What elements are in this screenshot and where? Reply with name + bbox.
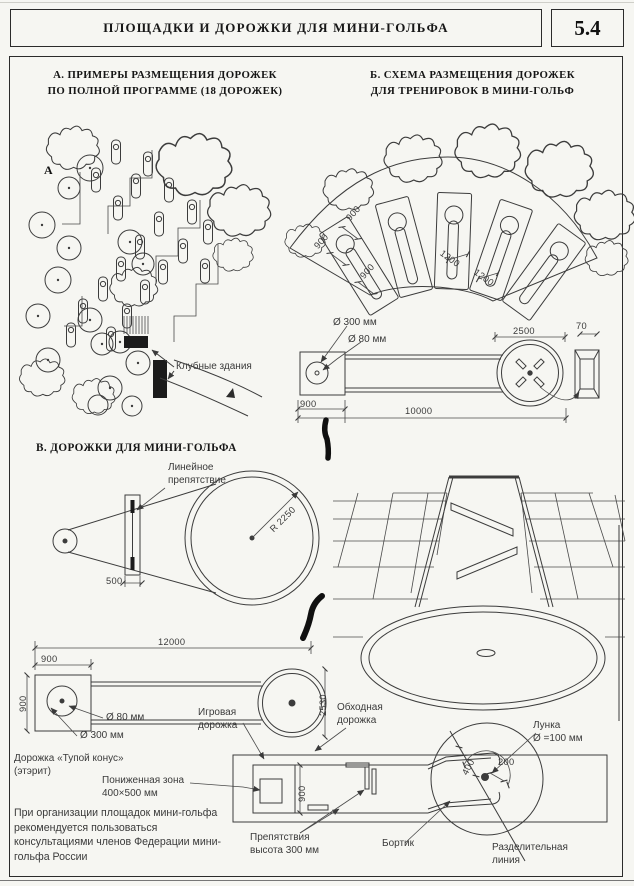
blunt-name-line1: Дорожка «Тупой конус»: [14, 753, 124, 764]
section-a-heading-line1: А. ПРИМЕРЫ РАЗМЕЩЕНИЯ ДОРОЖЕК: [53, 69, 277, 81]
section-number-box: [551, 9, 624, 47]
dim-r2250: R 2250: [268, 504, 298, 535]
cone-body: [53, 471, 319, 605]
obstacles-label: [250, 832, 319, 857]
fan-diagram-drawing: [262, 106, 624, 318]
green-circle: [431, 723, 543, 861]
play-lane-line2: дорожка: [198, 719, 238, 731]
dim-900-lane: 900: [297, 785, 307, 802]
bypass-dimensions: [300, 747, 504, 813]
fan-dim-900-2: 900: [312, 231, 331, 251]
linear-obstacle-label-line1: Линейное: [168, 462, 214, 473]
trees: [26, 155, 154, 416]
obstacles-line2: высота 300 мм: [250, 844, 319, 856]
linear-obstacle-label-line2: препятствие: [168, 474, 226, 486]
dim-10000: 10000: [405, 406, 433, 416]
lowered-zone-label: [102, 775, 184, 800]
kerb-label: Бортик: [382, 838, 415, 849]
lowered-zone-line2: 400×500 мм: [102, 787, 158, 799]
linear-obstacle-label: [168, 462, 226, 487]
dim-200: 200: [498, 757, 515, 767]
dim-900-top: 900: [41, 654, 58, 664]
linear-obstacle: [125, 488, 165, 575]
lane-dimensions: [298, 332, 597, 423]
dim-500: 500: [106, 576, 123, 586]
play-lane-line1: Игровая: [198, 707, 237, 718]
lane-3d: [361, 477, 605, 710]
divider-label: [492, 842, 568, 867]
section-b-heading-line2: ДЛЯ ТРЕНИРОВОК В МИНИ-ГОЛЬФ: [370, 85, 575, 98]
blunt-hole-dia-label: Ø 80 мм: [106, 712, 145, 723]
divider-line1: Разделительная: [492, 842, 568, 853]
page-title: ПЛОЩАДКИ И ДОРОЖКИ ДЛЯ МИНИ-ГОЛЬФА: [103, 20, 449, 35]
section-number: 5.4: [574, 15, 601, 40]
club-buildings-label: Клубные здания: [176, 361, 252, 372]
fan-outline: [290, 157, 597, 301]
plan-letter: А: [44, 163, 53, 177]
cone-dimensions: [123, 576, 142, 587]
section-v-heading: В. ДОРОЖКИ ДЛЯ МИНИ-ГОЛЬФА: [36, 442, 237, 454]
hole-label-line1: Лунка: [533, 720, 561, 731]
dim-2530: 2530: [318, 694, 328, 716]
hole-label: [533, 720, 583, 745]
hole-diameter-label: Ø 80 мм: [348, 334, 387, 345]
footer-note: При организации площадок мини-гольфа рекомендуется пользоваться консультациями членов Федерации мини-гольфа России: [14, 807, 222, 863]
fan-dim-1200-2: 1200: [472, 267, 496, 288]
dim-400: 400: [460, 757, 477, 777]
section-a-heading: [20, 67, 310, 99]
bypass-lane-line1: Обходная: [337, 702, 383, 713]
blunt-tee-dia-label: Ø 300 мм: [80, 730, 124, 741]
section-b-heading-line1: Б. СХЕМА РАЗМЕЩЕНИЯ ДОРОЖЕК: [370, 69, 575, 81]
page-title-box: [10, 9, 542, 47]
dim-900-tee: 900: [300, 399, 317, 409]
hole-label-line2: Ø =100 мм: [533, 732, 583, 744]
play-lane-label: [198, 707, 237, 732]
bypass-lane-label: [337, 702, 383, 727]
blunt-name-line2: (этэрит): [14, 765, 51, 777]
section-a-heading-line2: ПО ПОЛНОЙ ПРОГРАММЕ (18 ДОРОЖЕК): [47, 85, 283, 98]
dim-70: 70: [576, 321, 587, 331]
page-bottom-line: [0, 880, 634, 881]
lane-body: [300, 340, 563, 406]
dim-2500: 2500: [513, 326, 535, 336]
bypass-lane-line2: дорожка: [337, 714, 377, 726]
bypass-leaders: [243, 723, 536, 843]
club-buildings: [124, 316, 174, 398]
fan-bushes: [285, 124, 634, 276]
fan-dim-1200-1: 1200: [438, 248, 462, 269]
perspective-drawing: [333, 443, 625, 725]
scan-edge-line: [0, 2, 634, 3]
divider-line2: линия: [492, 854, 520, 866]
section-b-heading: [330, 67, 615, 99]
fan-dim-900-3: 900: [358, 261, 377, 281]
lane-leaders: [321, 326, 361, 370]
dim-900-left: 900: [18, 695, 28, 712]
dim-12000: 12000: [158, 637, 186, 647]
fan-dim-900-1: 900: [344, 203, 363, 223]
lowered-zone-line1: Пониженная зона: [102, 775, 185, 786]
lowered-zone-leader: [190, 783, 260, 790]
rail-detail: [540, 350, 599, 400]
course-lanes: [67, 140, 213, 351]
play-lane: [253, 753, 500, 813]
obstacles-line1: Препятствия: [250, 832, 310, 843]
tee-diameter-label: Ø 300 мм: [333, 317, 377, 328]
